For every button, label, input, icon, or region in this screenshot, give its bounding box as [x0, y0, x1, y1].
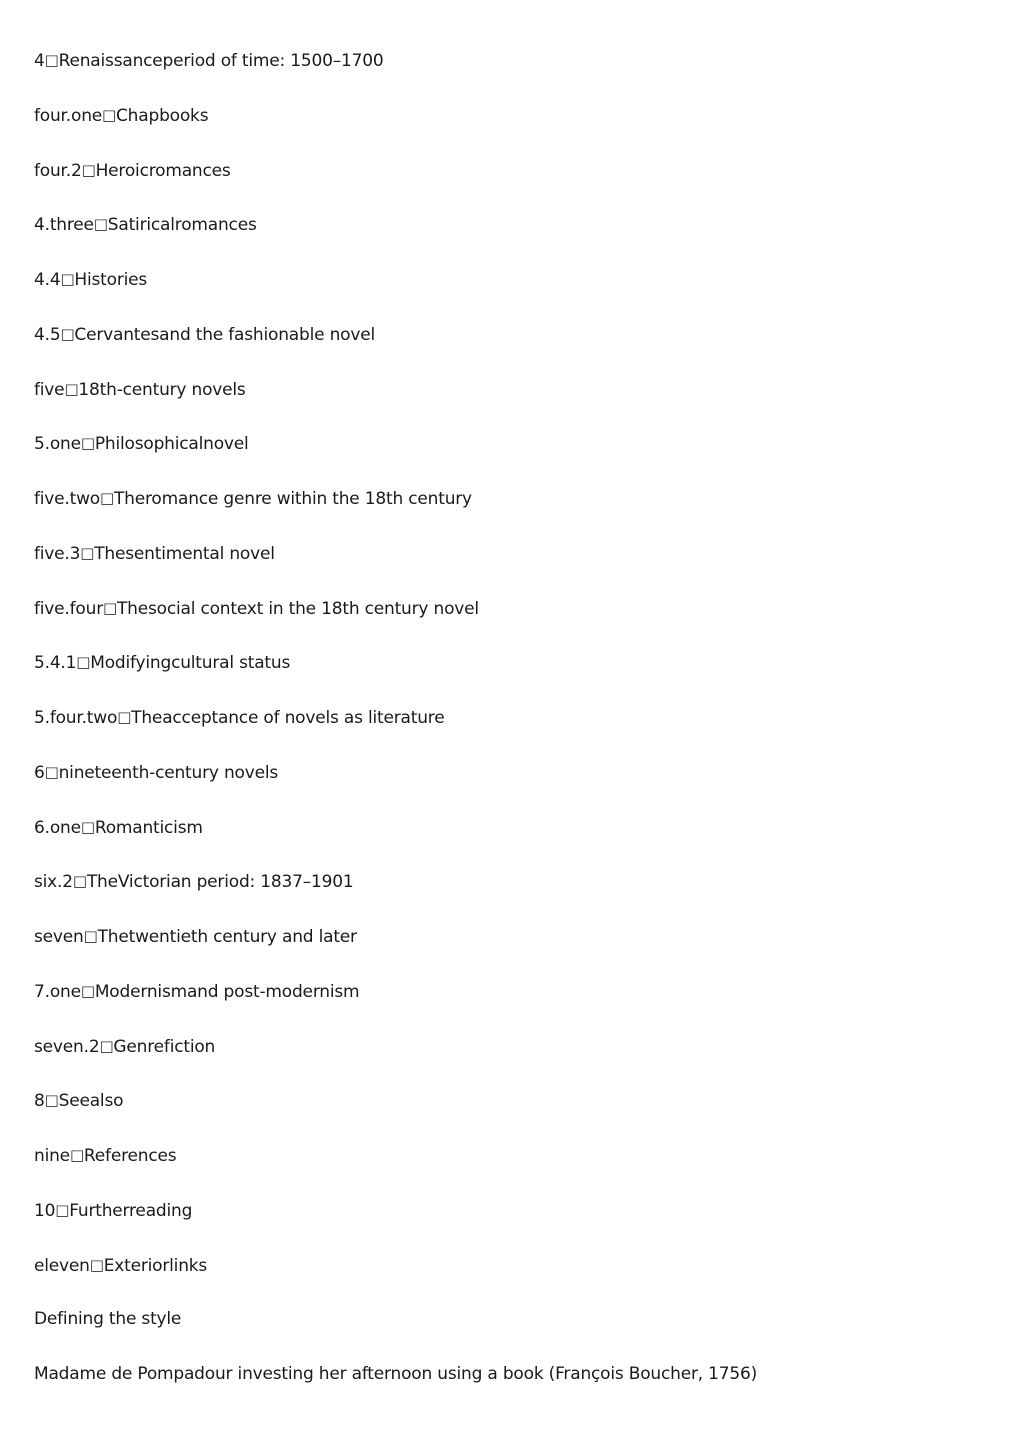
toc-item-label: Modernismand post-modernism [94, 981, 360, 1002]
toc-item-number: five.two [34, 489, 101, 509]
toc-item[interactable] [34, 47, 757, 102]
toc-item-label: Modifyingcultural status [90, 653, 291, 674]
image-caption [34, 1361, 757, 1416]
toc-item[interactable] [34, 978, 757, 1033]
toc-item[interactable] [34, 868, 757, 923]
toc-item-label: Romanticism [94, 817, 203, 838]
toc-item-number: 5.four.two [34, 708, 118, 728]
toc-item[interactable] [34, 102, 757, 157]
toc-item[interactable] [34, 211, 757, 266]
toc-item-label: Furtherreading [69, 1200, 193, 1221]
toc-separator: □ [89, 1255, 104, 1274]
toc-item-label: Theromance genre within the 18th century [114, 489, 472, 509]
toc-separator: □ [72, 872, 87, 891]
toc-item-number: 7.one [34, 981, 81, 1002]
toc-item[interactable] [34, 1033, 757, 1088]
toc-separator: □ [117, 708, 132, 726]
toc-separator: □ [93, 215, 108, 234]
toc-item-label: Exteriorlinks [103, 1255, 208, 1276]
toc-separator: □ [102, 105, 117, 124]
toc-item-label: References [83, 1146, 177, 1166]
toc-separator: □ [99, 1036, 114, 1055]
toc-item-label: Thesocial context in the 18th century novel [116, 598, 479, 619]
toc-item-label: Thesentimental novel [94, 543, 275, 564]
toc-item[interactable] [34, 649, 757, 704]
toc-item-label: Genrefiction [113, 1036, 216, 1057]
toc-item-label: Histories [74, 270, 148, 290]
toc-separator: □ [64, 379, 79, 398]
toc-item-number: 4.three [34, 215, 94, 236]
toc-item-label: Renaissanceperiod of time: 1500–1700 [58, 51, 384, 71]
toc-item[interactable] [34, 321, 757, 376]
toc-separator: □ [44, 1091, 59, 1110]
toc-separator: □ [80, 543, 95, 562]
table-of-contents [34, 47, 757, 1416]
toc-item-number: 8 [34, 1091, 45, 1112]
toc-separator: □ [80, 981, 95, 1000]
toc-item-number: 10 [34, 1200, 56, 1221]
toc-separator: □ [83, 927, 98, 945]
toc-item-label: nineteenth-century novels [58, 762, 279, 783]
toc-item-label: Cervantesand the fashionable novel [74, 324, 376, 345]
toc-item-label: Theacceptance of novels as literature [131, 708, 445, 728]
toc-item[interactable] [34, 540, 757, 595]
toc-separator: □ [55, 1200, 70, 1219]
toc-separator: □ [102, 598, 117, 617]
toc-item-number: 6 [34, 762, 45, 783]
toc-separator: □ [69, 1146, 84, 1164]
toc-item[interactable] [34, 376, 757, 431]
section-heading [34, 1306, 757, 1361]
toc-item-number: 4 [34, 51, 45, 71]
toc-item[interactable] [34, 1087, 757, 1142]
toc-item[interactable] [34, 814, 757, 869]
toc-item[interactable] [34, 266, 757, 321]
toc-item-number: 4.4 [34, 270, 61, 290]
toc-item-number: 4.5 [34, 324, 61, 345]
toc-item-number: 5.4.1 [34, 653, 77, 674]
toc-item-number: seven.2 [34, 1036, 100, 1057]
toc-separator: □ [80, 817, 95, 836]
toc-item[interactable] [34, 1142, 757, 1197]
toc-item[interactable] [34, 595, 757, 650]
toc-item[interactable] [34, 157, 757, 212]
toc-item[interactable] [34, 485, 757, 540]
toc-item-number: five.3 [34, 543, 81, 564]
toc-item-label: Satiricalromances [107, 215, 257, 236]
toc-item-number: 6.one [34, 817, 81, 838]
toc-separator: □ [100, 489, 114, 507]
toc-item-number: eleven [34, 1255, 90, 1276]
toc-item-number: five [34, 379, 65, 400]
toc-item-label: Thetwentieth century and later [97, 927, 357, 947]
toc-separator: □ [60, 270, 75, 288]
toc-item-label: Philosophicalnovel [94, 434, 249, 455]
toc-item-number: four.2 [34, 160, 82, 181]
toc-item-label: 18th-century novels [78, 379, 246, 400]
toc-item[interactable] [34, 923, 757, 978]
toc-item-number: seven [34, 927, 84, 947]
toc-separator: □ [80, 434, 95, 453]
toc-item-label: Seealso [58, 1091, 124, 1112]
toc-separator: □ [44, 762, 59, 781]
toc-item-number: 5.one [34, 434, 81, 455]
toc-separator: □ [76, 653, 91, 672]
toc-item-label: Heroicromances [95, 160, 231, 181]
toc-item-number: six.2 [34, 872, 73, 893]
toc-item[interactable] [34, 430, 757, 485]
toc-item-label: TheVictorian period: 1837–1901 [86, 872, 354, 893]
toc-item[interactable] [34, 704, 757, 759]
toc-item-number: five.four [34, 598, 103, 619]
section-heading-text: Defining the style [34, 1309, 182, 1330]
toc-item[interactable] [34, 1197, 757, 1252]
toc-item-number: nine [34, 1146, 70, 1166]
toc-item-number: four.one [34, 105, 103, 126]
toc-separator: □ [81, 160, 96, 179]
toc-item[interactable] [34, 1252, 757, 1307]
toc-separator: □ [44, 51, 59, 69]
image-caption-text: Madame de Pompadour investing her afternoon using a book (François Boucher, 1756) [34, 1364, 758, 1384]
toc-item-label: Chapbooks [116, 105, 209, 126]
toc-item[interactable] [34, 759, 757, 814]
toc-separator: □ [60, 324, 75, 343]
